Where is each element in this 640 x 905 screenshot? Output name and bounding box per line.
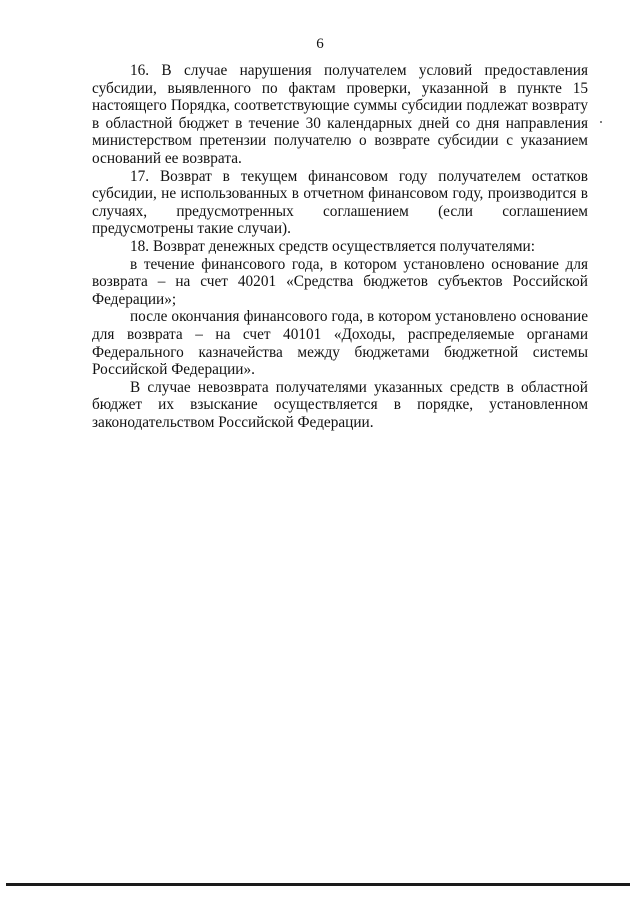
- paragraph-18-current-year: в течение финансового года, в котором установлено основание для возврата – на счет 40201 «Средства бюджетов субъектов Российской Федерации»;: [92, 255, 588, 308]
- paragraph-18-after-year: после окончания финансового года, в котором установлено основание для возврата – на счет 40101 «Доходы, распределяемые органами Федерального казначейства между бюджетами бюджетной системы Российской Федерации».: [92, 308, 588, 379]
- bottom-rule: [6, 883, 630, 886]
- paragraph-18: 18. Возврат денежных средств осуществляется получателями:: [130, 237, 535, 255]
- page-number: 6: [316, 36, 324, 52]
- document-body: [92, 62, 588, 431]
- paragraph-16: 16. В случае нарушения получателем условий предоставления субсидии, выявленного по фактам проверки, указанной в пункте 15 настоящего Порядка, соответствующие суммы субсидии подлежат возврату в областной бюджет в течение 30 календарных дней со дня направления министерством претензии получателю о возврате субсидии с указанием оснований ее возврата.: [92, 62, 588, 167]
- paragraph-17: 17. Возврат в текущем финансовом году получателем остатков субсидии, не использованных в отчетном финансовом году, производится в случаях, предусмотренных соглашением (если соглашением предусмотрены такие случаи).: [92, 167, 588, 238]
- paragraph-non-return: В случае невозврата получателями указанных средств в областной бюджет их взыскание осуществляется в порядке, установленном законодательством Российской Федерации.: [92, 378, 588, 431]
- scan-speck: [600, 121, 602, 123]
